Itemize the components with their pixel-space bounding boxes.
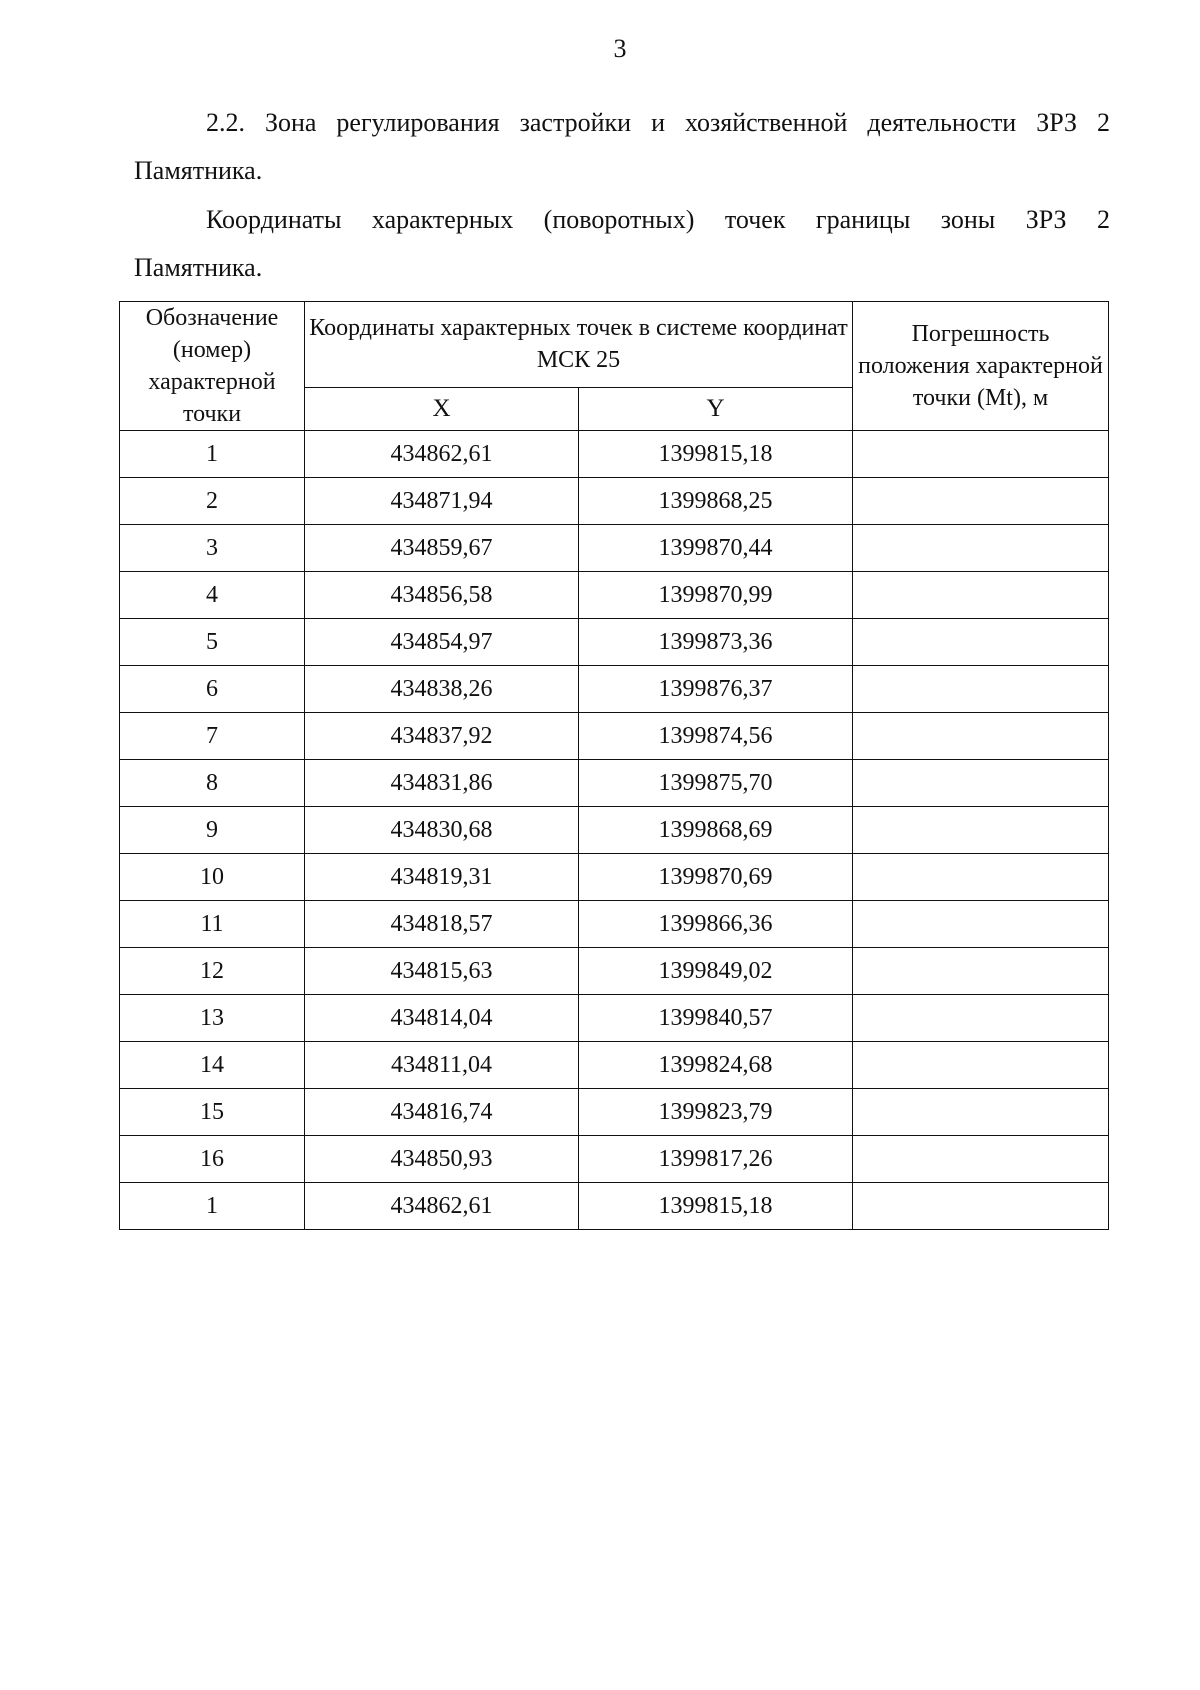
table-body	[120, 431, 1109, 1230]
cell-x: 434818,57	[305, 901, 579, 948]
cell-error	[853, 431, 1109, 478]
cell-point-number: 5	[120, 619, 305, 666]
table-row	[120, 854, 1109, 901]
cell-point-number: 7	[120, 713, 305, 760]
cell-x: 434830,68	[305, 807, 579, 854]
header-coordinates: Координаты характерных точек в системе координат МСК 25	[305, 302, 853, 388]
cell-y: 1399866,36	[579, 901, 853, 948]
table-row	[120, 948, 1109, 995]
cell-x: 434815,63	[305, 948, 579, 995]
cell-error	[853, 760, 1109, 807]
cell-point-number: 8	[120, 760, 305, 807]
cell-point-number: 2	[120, 478, 305, 525]
table-row	[120, 713, 1109, 760]
cell-point-number: 15	[120, 1089, 305, 1136]
cell-error	[853, 572, 1109, 619]
table-row	[120, 478, 1109, 525]
cell-x: 434850,93	[305, 1136, 579, 1183]
table-row	[120, 619, 1109, 666]
table-row	[120, 901, 1109, 948]
header-point-number: Обозначение (номер) характерной точки	[120, 302, 305, 431]
cell-point-number: 6	[120, 666, 305, 713]
cell-point-number: 13	[120, 995, 305, 1042]
cell-point-number: 9	[120, 807, 305, 854]
cell-point-number: 16	[120, 1136, 305, 1183]
section-heading-tail: Памятника.	[134, 156, 263, 185]
cell-x: 434838,26	[305, 666, 579, 713]
cell-y: 1399868,25	[579, 478, 853, 525]
cell-error	[853, 948, 1109, 995]
cell-y: 1399823,79	[579, 1089, 853, 1136]
cell-x: 434862,61	[305, 1183, 579, 1230]
cell-error	[853, 666, 1109, 713]
cell-y: 1399870,69	[579, 854, 853, 901]
cell-error	[853, 713, 1109, 760]
header-x: X	[305, 387, 579, 430]
header-error: Погрешность положения характерной точки (Mt), м	[853, 302, 1109, 431]
cell-point-number: 14	[120, 1042, 305, 1089]
table-row	[120, 807, 1109, 854]
cell-x: 434859,67	[305, 525, 579, 572]
cell-y: 1399870,44	[579, 525, 853, 572]
table-row	[120, 995, 1109, 1042]
cell-y: 1399815,18	[579, 431, 853, 478]
cell-y: 1399873,36	[579, 619, 853, 666]
cell-error	[853, 478, 1109, 525]
cell-error	[853, 1042, 1109, 1089]
cell-x: 434856,58	[305, 572, 579, 619]
table-row	[120, 1089, 1109, 1136]
cell-error	[853, 1136, 1109, 1183]
table-row	[120, 760, 1109, 807]
cell-error	[853, 619, 1109, 666]
cell-error	[853, 807, 1109, 854]
cell-y: 1399874,56	[579, 713, 853, 760]
table-row	[120, 572, 1109, 619]
cell-y: 1399815,18	[579, 1183, 853, 1230]
cell-x: 434811,04	[305, 1042, 579, 1089]
table-caption-tail: Памятника.	[134, 253, 263, 282]
cell-x: 434819,31	[305, 854, 579, 901]
cell-point-number: 11	[120, 901, 305, 948]
cell-y: 1399875,70	[579, 760, 853, 807]
cell-x: 434837,92	[305, 713, 579, 760]
cell-y: 1399849,02	[579, 948, 853, 995]
cell-y: 1399840,57	[579, 995, 853, 1042]
cell-x: 434871,94	[305, 478, 579, 525]
cell-x: 434816,74	[305, 1089, 579, 1136]
cell-error	[853, 525, 1109, 572]
cell-point-number: 1	[120, 431, 305, 478]
coordinates-table	[119, 301, 1109, 1230]
cell-y: 1399868,69	[579, 807, 853, 854]
cell-x: 434831,86	[305, 760, 579, 807]
page-number: 3	[613, 34, 627, 63]
cell-error	[853, 901, 1109, 948]
cell-point-number: 12	[120, 948, 305, 995]
cell-point-number: 10	[120, 854, 305, 901]
cell-y: 1399824,68	[579, 1042, 853, 1089]
cell-y: 1399870,99	[579, 572, 853, 619]
cell-y: 1399876,37	[579, 666, 853, 713]
cell-x: 434862,61	[305, 431, 579, 478]
table-row	[120, 1183, 1109, 1230]
table-row	[120, 666, 1109, 713]
cell-point-number: 4	[120, 572, 305, 619]
cell-point-number: 3	[120, 525, 305, 572]
cell-point-number: 1	[120, 1183, 305, 1230]
table-caption: Координаты характерных (поворотных) точек границы зоны ЗРЗ 2	[206, 205, 1110, 234]
table-row	[120, 525, 1109, 572]
section-heading: 2.2. Зона регулирования застройки и хозяйственной деятельности ЗРЗ 2	[206, 108, 1110, 137]
cell-error	[853, 854, 1109, 901]
header-y: Y	[579, 387, 853, 430]
cell-error	[853, 1183, 1109, 1230]
cell-x: 434854,97	[305, 619, 579, 666]
cell-x: 434814,04	[305, 995, 579, 1042]
cell-error	[853, 995, 1109, 1042]
cell-error	[853, 1089, 1109, 1136]
table-row	[120, 431, 1109, 478]
table-row	[120, 1042, 1109, 1089]
table-row	[120, 1136, 1109, 1183]
cell-y: 1399817,26	[579, 1136, 853, 1183]
